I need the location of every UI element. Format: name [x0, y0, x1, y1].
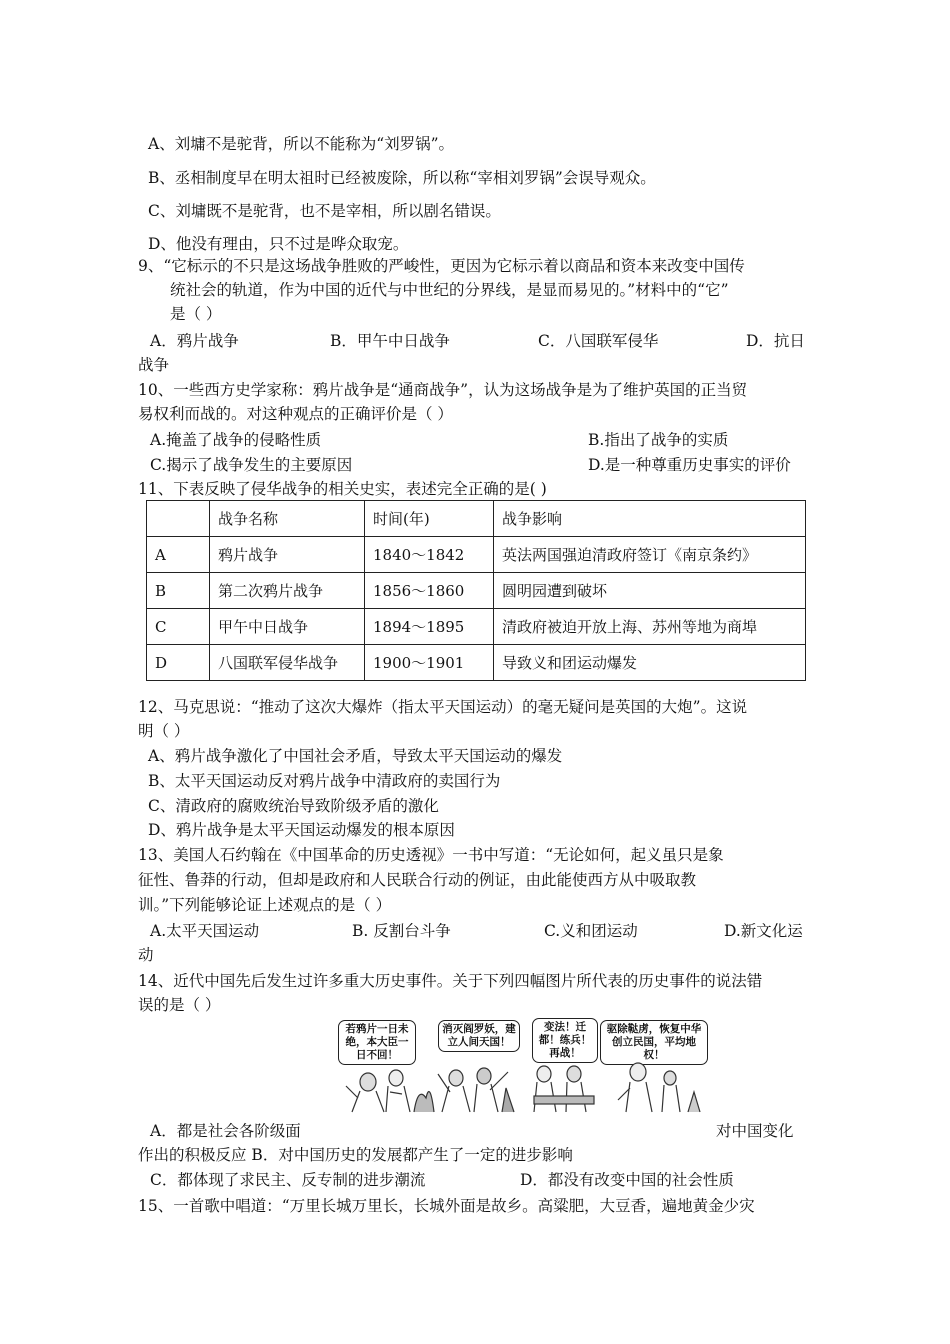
q14-option-d: D．都没有改变中国的社会性质 — [520, 1171, 734, 1189]
q9-option-c: C．八国联军侵华 — [538, 332, 659, 350]
q9-stem-line2: 统社会的轨道，作为中国的近代与中世纪的分界线，是显而易见的。”材料中的“它” — [170, 281, 729, 299]
table-cell: A — [147, 537, 210, 573]
q14-stem-line2: 误的是（ ） — [138, 996, 221, 1014]
table-header-cell: 战争名称 — [210, 501, 365, 537]
q8-option-c: C、刘墉既不是驼背，也不是宰相，所以剧名错误。 — [148, 202, 501, 220]
table-header-row — [147, 501, 806, 537]
q14-option-c: C．都体现了求民主、反专制的进步潮流 — [150, 1171, 426, 1189]
q11-stem: 11、下表反映了侵华战争的相关史实，表述完全正确的是( ) — [138, 480, 547, 498]
q10-option-b: B.指出了战争的实质 — [588, 431, 729, 449]
q14-option-a-b: 作出的积极反应 B．对中国历史的发展都产生了一定的进步影响 — [138, 1146, 573, 1164]
q13-option-a: A.太平天国运动 — [150, 922, 260, 940]
table-cell: D — [147, 645, 210, 681]
q8-option-a: A、刘墉不是驼背，所以不能称为“刘罗锅”。 — [148, 135, 455, 153]
q13-option-c: C.义和团运动 — [544, 922, 638, 940]
q14-bubble-3: 变法！迁都！练兵！再战！ — [532, 1018, 598, 1063]
q13-stem-line1: 13、美国人石约翰在《中国革命的历史透视》一书中写道：“无论如何，起义虽只是象 — [138, 846, 724, 864]
table-cell: 1894～1895 — [365, 609, 494, 645]
q15-stem-line1: 15、一首歌中唱道：“万里长城万里长，长城外面是故乡。高粱肥，大豆香，遍地黄金少灾 — [138, 1197, 755, 1215]
table-cell: 第二次鸦片战争 — [210, 573, 365, 609]
q11-table — [146, 500, 806, 681]
q10-option-c: C.揭示了战争发生的主要原因 — [150, 456, 353, 474]
q13-option-b: B. 反割台斗争 — [352, 922, 451, 940]
q9-option-d-wrap: 战争 — [138, 356, 170, 374]
q13-stem-line3: 训。”下列能够论证上述观点的是（ ） — [138, 896, 392, 914]
q12-option-d: D、鸦片战争是太平天国运动爆发的根本原因 — [148, 821, 455, 839]
q9-option-b: B．甲午中日战争 — [330, 332, 450, 350]
q12-stem-line1: 12、马克思说：“推动了这次大爆炸（指太平天国运动）的毫无疑问是英国的大炮”。这说 — [138, 698, 748, 716]
q12-option-a: A、鸦片战争激化了中国社会矛盾，导致太平天国运动的爆发 — [148, 747, 563, 765]
table-header-cell: 时间(年) — [365, 501, 494, 537]
table-cell: B — [147, 573, 210, 609]
q12-stem-line2: 明（ ） — [138, 722, 190, 740]
q14-bubble-4: 驱除鞑虏，恢复中华创立民国，平均地权！ — [600, 1020, 708, 1065]
table-row — [147, 609, 806, 645]
table-cell: 鸦片战争 — [210, 537, 365, 573]
q10-stem-line2: 易权利而战的。对这种观点的正确评价是（ ） — [138, 405, 453, 423]
q8-option-d: D、他没有理由，只不过是哗众取宠。 — [148, 235, 409, 253]
q10-option-a: A.掩盖了战争的侵略性质 — [150, 431, 322, 449]
table-cell: C — [147, 609, 210, 645]
table-cell: 八国联军侵华战争 — [210, 645, 365, 681]
q13-option-d-wrap: 动 — [138, 946, 154, 964]
table-cell: 圆明园遭到破坏 — [494, 573, 806, 609]
q14-cartoon-figures — [338, 1016, 708, 1116]
table-row — [147, 645, 806, 681]
q9-option-d: D．抗日 — [746, 332, 805, 350]
table-cell: 清政府被迫开放上海、苏州等地为商埠 — [494, 609, 806, 645]
table-cell: 1900～1901 — [365, 645, 494, 681]
q14-option-a-right: 对中国变化 — [716, 1122, 794, 1140]
q12-option-b: B、太平天国运动反对鸦片战争中清政府的卖国行为 — [148, 772, 501, 790]
table-header-cell: 战争影响 — [494, 501, 806, 537]
q14-bubble-1: 若鸦片一日未绝，本大臣一日不回！ — [338, 1020, 416, 1065]
q8-option-b: B、丞相制度早在明太祖时已经被废除，所以称“宰相刘罗锅”会误导观众。 — [148, 169, 656, 187]
table-cell: 英法两国强迫清政府签订《南京条约》 — [494, 537, 806, 573]
q9-stem-line1: 9、“它标示的不只是这场战争胜败的严峻性，更因为它标示着以商品和资本来改变中国传 — [138, 257, 745, 275]
table-cell: 1856～1860 — [365, 573, 494, 609]
table-cell: 1840～1842 — [365, 537, 494, 573]
table-header-cell — [147, 501, 210, 537]
q9-option-a: A．鸦片战争 — [150, 332, 239, 350]
q12-option-c: C、清政府的腐败统治导致阶级矛盾的激化 — [148, 797, 439, 815]
q10-option-d: D.是一种尊重历史事实的评价 — [588, 456, 791, 474]
table-cell: 导致义和团运动爆发 — [494, 645, 806, 681]
q9-stem-line3: 是（ ） — [170, 305, 222, 323]
table-row — [147, 573, 806, 609]
q13-stem-line2: 征性、鲁莽的行动，但却是政府和人民联合行动的例证，由此能使西方从中吸取教 — [138, 871, 697, 889]
table-cell: 甲午中日战争 — [210, 609, 365, 645]
q13-option-d: D.新文化运 — [724, 922, 803, 940]
table-row — [147, 537, 806, 573]
q14-cartoon-strip — [338, 1016, 708, 1116]
q14-option-a-left: A．都是社会各阶级面 — [150, 1122, 301, 1140]
q10-stem-line1: 10、一些西方史学家称：鸦片战争是“通商战争”，认为这场战争是为了维护英国的正当贸 — [138, 381, 748, 399]
q14-bubble-2: 消灭阎罗妖，建立人间天国！ — [438, 1020, 520, 1052]
q14-stem-line1: 14、近代中国先后发生过许多重大历史事件。关于下列四幅图片所代表的历史事件的说法错 — [138, 972, 763, 990]
